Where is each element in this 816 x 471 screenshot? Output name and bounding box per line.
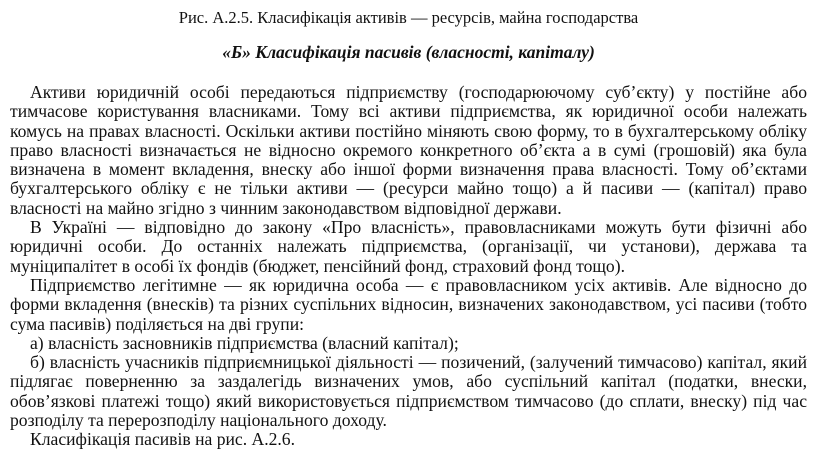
figure-caption: Рис. А.2.5. Класифікація активів — ресурсів, майна господарства [178,8,639,27]
paragraph-ukraine-law: В Україні — відповідно до закону «Про власність», правовласниками можуть бути фізичні або юридичні особи. До останніх належать підприємства, (організації, чи установи), держава та муніципалітет в особі їх фондів (бюджет, пенсійний фонд, страховий фонд тощо). [10,217,807,276]
paragraph-group-b: б) власність учасників підприємницької діяльності — позичений, (залучений тимчасово) капітал, який підлягає поверненню за заздалегідь визначених умов, або суспільний капітал (податки, внески, обов’язкові платежі тощо) який використовується підприємством тимчасово (до сплати, внеску) під час розподілу та перерозподілу національного доходу. [10,352,807,431]
paragraph-group-a: а) власність засновників підприємства (власний капітал); [30,332,459,353]
paragraph-enterprise-owner: Підприємство легітимне — як юридична особа — є правовласником усіх активів. Але відносно до форми вкладення (внесків) та різних суспільних відносин, визначених законодавством, усі пасиви (тобто сума пасивів) поділяється на дві групи: [10,274,807,334]
body-text [10,83,807,450]
paragraph-figure-reference: Класифікація пасивів на рис. А.2.6. [30,429,296,450]
paragraph-assets-ownership: Активи юридичній особі передаються підприємству (господарюючому суб’єкту) у постійне або тимчасове користування власниками. Тому всі активи підприємства, як юридичної особи належать комусь на правах власності. Оскільки активи постійно міняють свою форму, то в бухгалтерському обліку право власності визначається не відносно окремого конкретного об’єкта а в сумі (грошовій) яка була визначена в момент вкладення, внеску або іншої форми визначення права власності. Тому об’єктами бухгалтерського обліку є не тільки активи — (ресурси майно тощо) а й пасиви — (капітал) право власності на майно згідно з чинним законодавством відповідної держави. [10,82,807,218]
section-subheading: «Б» Класифікація пасивів (власності, капіталу) [222,42,595,62]
